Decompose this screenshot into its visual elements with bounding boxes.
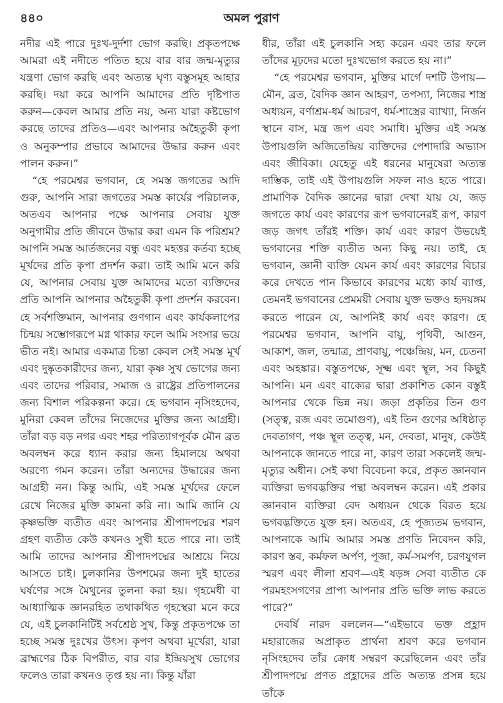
page-number: ৪৪০: [20, 11, 44, 25]
paragraph: “হে পরমেশ্বর ভগবান, হে সমস্ত জগতের আদি গুরু, আপনি সারা জগতের সমস্ত কার্যের পরিচালক, অতএব আপনার পক্ষে আপনার সেবায় যুক্ত অনুগামীর প্রতি জীবনে উদ্ধার করা এমন কি পরিশ্রম? আপনি সমস্ত আর্তজনের বন্ধু এবং মহত্তর কর্তব্য হচ্ছে মূর্খদের প্রতি কৃপা প্রদর্শন করা। তাই আমি মনে করি যে, আপনার সেবায় যুক্ত আমাদের মতো ব্যক্তিদের প্রতি আপনি আপনার অহৈতুকী কৃপা প্রদর্শন করবেন। হে সর্বশক্তিমান, আপনার গুণগান এবং কার্যকলাপের চিন্ময় সম্ভোগরূপে মগ্ন থাকার ফলে আমি সংসার ভয়ে ভীত নই। আমার একমাত্র চিন্তা কেবল সেই সমস্ত মূর্খ এবং দুষ্কৃতকারীদের জন্য, যারা কৃষ্ণ সুখ ভোগের জন্য এবং তাদের পরিবার, সমাজ ও রাষ্ট্রের প্রতিপালনের জন্য বিশাল পরিকল্পনা করে। হে ভগবান নৃসিংহদেব, মুনিরা কেবল তাঁদের নিজেদের মুক্তির জন্য আগ্রহী। তাঁরা বড় বড় নগর এবং শহর পরিত্যাগপূর্বক মৌন ব্রত অবলম্বন করে ধ্যান করার জন্য হিমালয়ে অথবা অরণ্যে গমন করেন। তাঁরা অন্যদের উদ্ধারের জন্য আগ্রহী নন। কিন্তু আমি, এই সমস্ত মূর্খদের ফেলে রেখে নিজের মুক্তি কামনা করি না। আমি জানি যে কৃষ্ণভক্তি ব্যতীত এবং আপনার শ্রীপাদপদ্মের শরণ গ্রহণ ব্যতীত কেউ কখনও সুখী হতে পারে না। তাই আমি তাদের আপনার শ্রীপাদপদ্মের আশ্রয়ে নিয়ে আসতে চাই। চুলকানির উপশমের জন্য দুই হাতের ঘর্ষণের সঙ্গে মৈথুনের তুলনা করা হয়। গৃহমেধী বা আধ্যাত্মিক জ্ঞানরহিত তথাকথিত গৃহস্থেরা মনে করে যে, এই চুলকানিটিই সর্বশ্রেষ্ঠ সুখ, কিন্তু প্রকৃতপক্ষে তা হচ্ছে সমস্ত দুঃখের উৎস। কৃপণ অথবা মূর্খেরা, যারা ব্রাহ্মণের ঠিক বিপরীত, বার বার ইন্দ্রিয়সুখ ভোগের ফলেও তারা কখনও তৃপ্ত হয় না। কিন্তু যাঁরা: [20, 174, 240, 683]
paragraph: নদীর এই পারে দুঃখ-দুর্দশা ভোগ করছি। প্রকৃতপক্ষে আমরা এই নদীতে পতিত হয়ে বার বার জন্ম-মৃত্যুর যন্ত্রণা ভোগ করছি এবং অত্যন্ত ঘৃণ্য বস্তুসমূহ আহার করছি। দয়া করে আপনি আমাদের প্রতি দৃষ্টিপাত করুন—কেবল আমার প্রতি নয়, অন্য যারা কষ্টভোগ করছে তাদের প্রতিও—এবং আপনার অহৈতুকী কৃপা ও অনুকম্পার প্রভাবে আমাদের উদ্ধার করুন এবং পালন করুন।”: [20, 38, 240, 170]
running-head: অমল পুরাণ: [223, 11, 280, 25]
paragraph: “হে পরমেশ্বর ভগবান, মুক্তির মার্গে দশটি উপায়—মৌন, ব্রত, বৈদিক জ্ঞান আহরণ, তপস্যা, নিজের শাস্ত্র অধ্যয়ন, বর্ণাশ্রম-ধর্ম আচরণ, ধর্ম-শাস্ত্রের ব্যাখ্যা, নির্জন স্থানে বাস, মন্ত্র জপ এবং সমাধি। মুক্তির এই সমস্ত উপায়গুলি অজিতেন্দ্রিয় ব্যক্তিদের পেশাদারি অভ্যাস এবং জীবিকা। যেহেতু এই ধরনের মানুষেরা অত্যন্ত দাম্ভিক, তাই এই উপায়গুলি সফল নাও হতে পারে। প্রামাণিক বৈদিক জ্ঞানের দ্বারা দেখা যায় যে, জড় জগতে কার্য এবং কারণের রূপ ভগবানেরই রূপ, কারণ জড় জগৎ তাঁরই শক্তি। কার্য এবং কারণ উভয়েই ভগবানের শক্তি ব্যতীত অন্য কিছু নয়। তাই, হে ভগবান, জ্ঞানী ব্যক্তি যেমন কার্য এবং কারণের বিচার করে দেখতে পান কিভাবে কারণের মধ্যে কার্য ব্যাপ্ত, তেমনই ভগবানের প্রেমময়ী সেবায় যুক্ত ভক্তও হৃদয়ঙ্গম করতে পারেন যে, আপনিই কার্য এবং কারণ। হে পরমেশ্বর ভগবান, আপনি বায়ু, পৃথিবী, আগুন, আকাশ, জল, তন্মাত্র, প্রাণবায়ু, পঞ্চেন্দ্রিয়, মন, চেতনা এবং অহঙ্কার। বস্তুতপক্ষে, সূক্ষ্ম এবং স্থূল, সব কিছুই আপনি। মন এবং বাক্যের দ্বারা প্রকাশিত কোন বস্তুই আপনার থেকে ভিন্ন নয়। জড়া প্রকৃতির তিন গুণ (সত্ত্ব, রজ এবং তমোগুণ), এই তিন গুণের অধিষ্ঠাতৃ দেবতাগণ, পঞ্চ স্থূল তত্ত্ব, মন, দেবতা, মানুষ, কেউই আপনাকে জানতে পারে না, কারণ তারা সকলেই জন্ম-মৃত্যুর অধীন। সেই কথা বিবেচনা করে, প্রকৃত জ্ঞানবান ব্যক্তিরা ভগবদ্ভক্তির পন্থা অবলম্বন করেন। এই প্রকার জ্ঞানবান ব্যক্তিরা বেদ অধ্যয়ন থেকে বিরত হয়ে ভগবদ্ভক্তিতে যুক্ত হন। অতএব, হে পূজ্যতম ভগবান, আপনাকে আমি আমার সমস্ত প্রণতি নিবেদন করি, কারণ স্তব, কর্মফল অর্পণ, পূজা, কর্ম-সমর্পণ, চরণযুগল স্মরণ এবং লীলা শ্রবণ—এই ষড়ঙ্গ সেবা ব্যতীত কে পরমহংসগণের প্রাপ্য আপনার প্রতি ভক্তি লাভ করতে পারে?”: [262, 72, 486, 615]
left-column: [20, 36, 240, 683]
paragraph: ধীর, তাঁরা এই চুলকানি সহ্য করেন এবং তার ফলে তাঁদের মূঢ়দের মতো দুঃখভোগ করতে হয় না।”: [262, 38, 486, 68]
paragraph: দেবর্ষি নারদ বললেন—“এইভাবে ভক্ত প্রহ্লাদ মহারাজের অপ্রাকৃত প্রার্থনা শ্রবণ করে ভগবান নৃসিংহদেব তাঁর ক্রোধ সম্বরণ করেছিলেন এবং তাঁর শ্রীপাদপদ্মে প্রণত প্রহ্লাদের প্রতি অত্যন্ত প্রসন্ন হয়ে তাঁকে: [262, 619, 486, 700]
right-column: [262, 36, 486, 700]
